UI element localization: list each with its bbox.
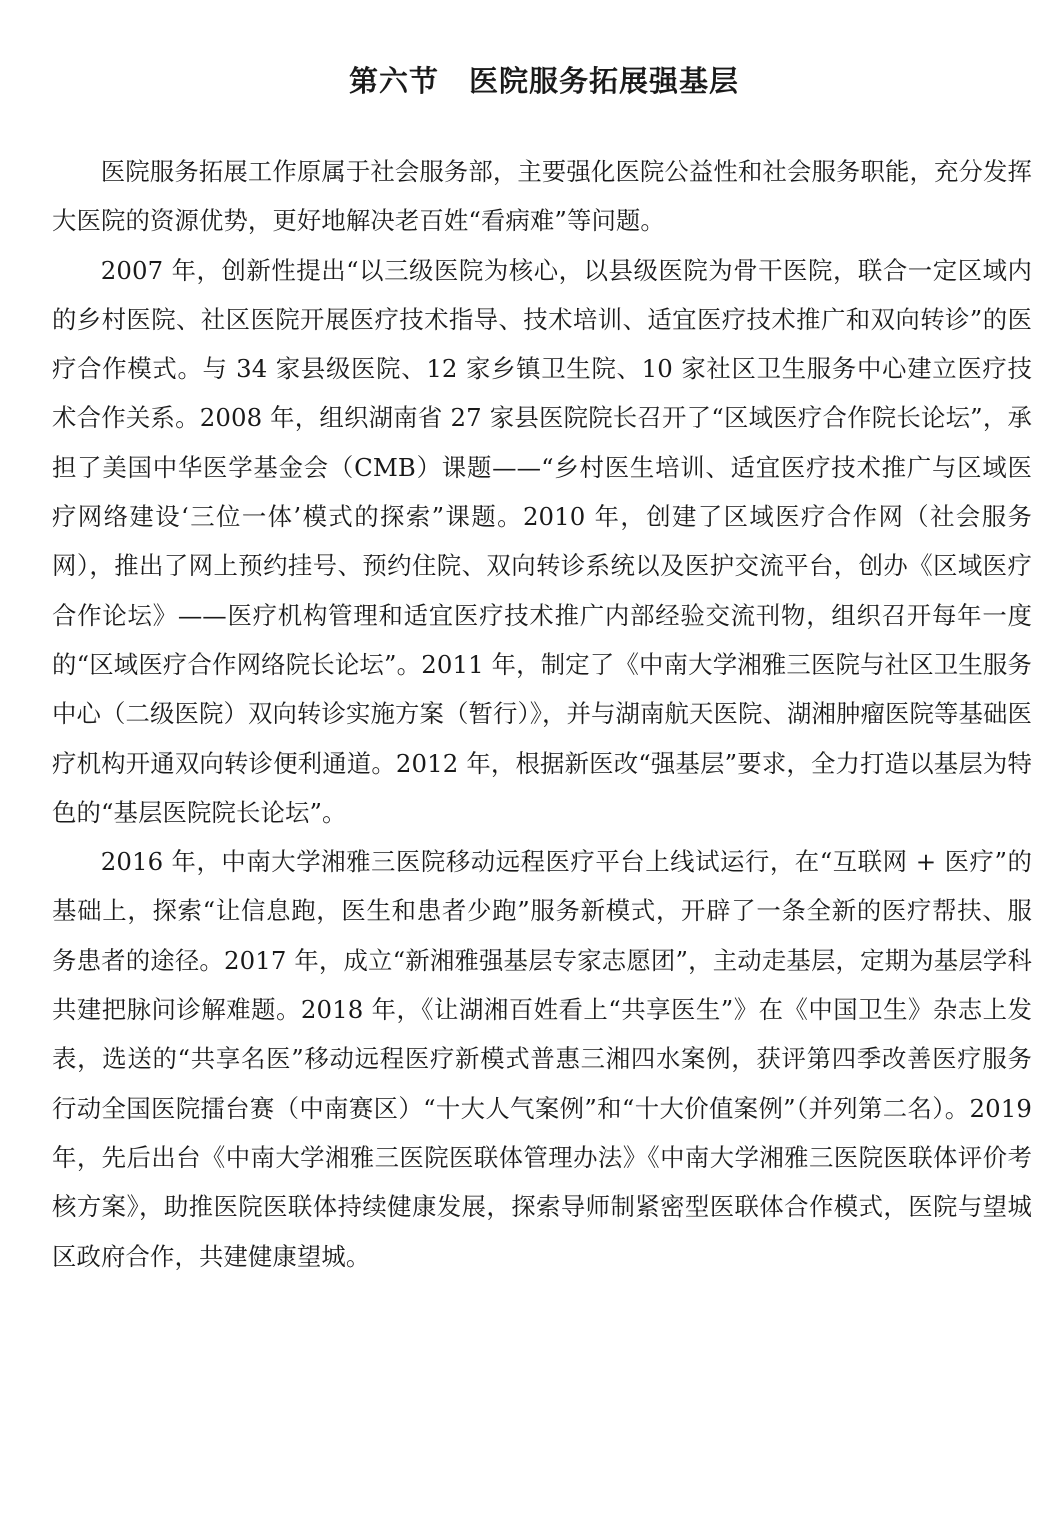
paragraph-intro: 医院服务拓展工作原属于社会服务部，主要强化医院公益性和社会服务职能，充分发挥大医院的资源优势，更好地解决老百姓“看病难”等问题。: [52, 157, 1032, 236]
paragraph-2007-2012: 2007 年，创新性提出“以三级医院为核心，以县级医院为骨干医院，联合一定区域内的乡村医院、社区医院开展医疗技术指导、技术培训、适宜医疗技术推广和双向转诊”的医疗合作模式。与 34 家县级医院、12 家乡镇卫生院、10 家社区卫生服务中心建立医疗技术合作关系。2008 年，组织湖南省 27 家县医院院长召开了“区域医疗合作院长论坛”，承担了美国中华医学基金会（CMB）课题——“乡村医生培训、适宜医疗技术推广与区域医疗网络建设‘三位一体’模式的探索”课题。2010 年，创建了区域医疗合作网（社会服务网），推出了网上预约挂号、预约住院、双向转诊系统以及医护交流平台，创办《区域医疗合作论坛》——医疗机构管理和适宜医疗技术推广内部经验交流刊物，组织召开每年一度的“区域医疗合作网络院长论坛”。2011 年，制定了《中南大学湘雅三医院与社区卫生服务中心（二级医院）双向转诊实施方案（暂行）》，并与湖南航天医院、湖湘肿瘤医院等基础医疗机构开通双向转诊便利通道。2012 年，根据新医改“强基层”要求，全力打造以基层为特色的“基层医院院长论坛”。: [52, 255, 1032, 827]
section-body: [52, 147, 1032, 1281]
document-page: [52, 0, 1032, 1281]
paragraph-2016-2019: 2016 年，中南大学湘雅三医院移动远程医疗平台上线试运行，在“互联网 + 医疗”的基础上，探索“让信息跑，医生和患者少跑”服务新模式，开辟了一条全新的医疗帮扶、服务患者的途径。2017 年，成立“新湘雅强基层专家志愿团”，主动走基层，定期为基层学科共建把脉问诊解难题。2018 年，《让湖湘百姓看上“共享医生”》在《中国卫生》杂志上发表，选送的“共享名医”移动远程医疗新模式普惠三湘四水案例，获评第四季改善医疗服务行动全国医院擂台赛（中南赛区）“十大人气案例”和“十大价值案例”（并列第二名）。2019 年，先后出台《中南大学湘雅三医院医联体管理办法》《中南大学湘雅三医院医联体评价考核方案》，助推医院医联体持续健康发展，探索导师制紧密型医联体合作模式，医院与望城区政府合作，共建健康望城。: [52, 847, 1032, 1271]
section-title: 第六节 医院服务拓展强基层: [348, 64, 739, 98]
